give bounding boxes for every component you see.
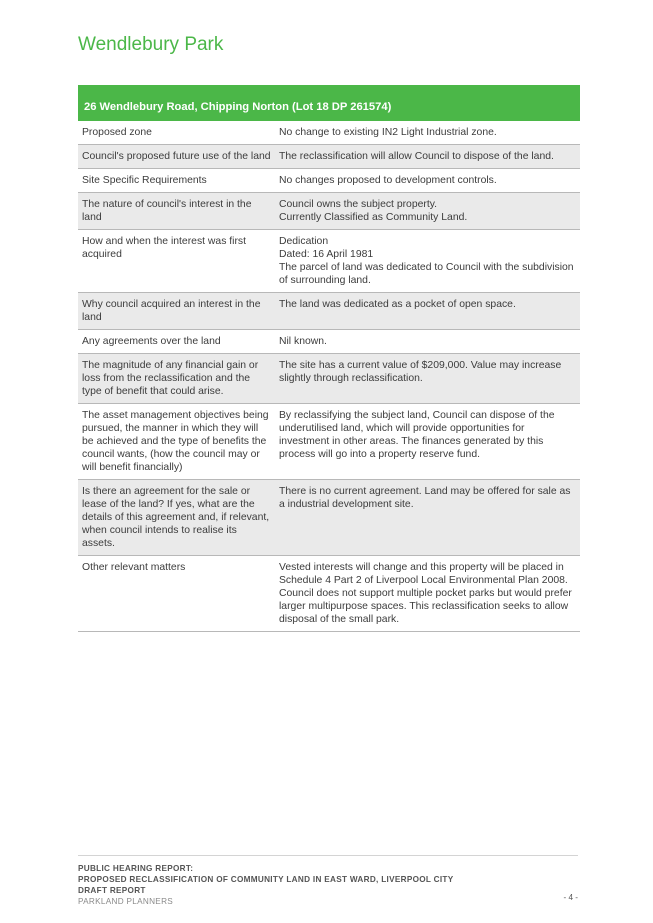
row-value: Vested interests will change and this property will be placed in Schedule 4 Part 2 of Liverpool Local Environmental Plan 2008. Council does not support multiple pocket parks but would prefer larger multipurpose spaces. This reclassification seeks to allow disposal of the small park. — [279, 562, 572, 625]
table-row — [78, 556, 580, 632]
row-value: No change to existing IN2 Light Industrial zone. — [279, 127, 497, 138]
row-label: Any agreements over the land — [82, 336, 221, 347]
page-title: Wendlebury Park — [78, 34, 224, 55]
footer-firm-name: PARKLAND PLANNERS — [78, 897, 174, 906]
footer-report-type: PUBLIC HEARING REPORT: — [78, 864, 194, 873]
table-row — [78, 169, 580, 193]
row-label: The magnitude of any financial gain or loss from the reclassification and the type of benefit that could arise. — [82, 360, 259, 397]
table-row — [78, 330, 580, 354]
row-label: Site Specific Requirements — [82, 175, 207, 186]
row-value: Nil known. — [279, 336, 327, 347]
table-row — [78, 193, 580, 230]
property-details-table — [78, 85, 580, 632]
page-number: - 4 - — [563, 893, 578, 902]
row-value: Council owns the subject property. Currently Classified as Community Land. — [279, 199, 468, 223]
row-label: Proposed zone — [82, 127, 152, 138]
table-row — [78, 145, 580, 169]
row-label: The asset management objectives being pursued, the manner in which they will be achieved and the type of benefits the council wants, (how the council may or will benefit financially) — [82, 410, 269, 473]
row-label: Why council acquired an interest in the land — [82, 299, 261, 323]
table-row — [78, 480, 580, 556]
table-header: 26 Wendlebury Road, Chipping Norton (Lot 18 DP 261574) — [78, 85, 580, 121]
row-value: There is no current agreement. Land may be offered for sale as a industrial development site. — [279, 486, 571, 510]
row-label: Is there an agreement for the sale or lease of the land? If yes, what are the details of this agreement and, if relevant, when council intends to realise its assets. — [82, 486, 270, 549]
table-row — [78, 121, 580, 145]
row-label: Council's proposed future use of the land — [82, 151, 271, 162]
row-value: No changes proposed to development controls. — [279, 175, 497, 186]
row-value: Dedication Dated: 16 April 1981 The parcel of land was dedicated to Council with the subdivision of surrounding land. — [279, 236, 574, 286]
page-footer — [78, 855, 578, 907]
row-value: By reclassifying the subject land, Council can dispose of the underutilised land, which will provide opportunities for investment in other areas. The finances generated by this process will go into a property reserve fund. — [279, 410, 555, 460]
row-label: The nature of council's interest in the land — [82, 199, 252, 223]
table-row — [78, 230, 580, 293]
row-label: How and when the interest was first acquired — [82, 236, 247, 260]
footer-report-title: PROPOSED RECLASSIFICATION OF COMMUNITY LAND IN EAST WARD, LIVERPOOL CITY — [78, 875, 454, 884]
table-row — [78, 293, 580, 330]
table-row — [78, 354, 580, 404]
row-value: The site has a current value of $209,000. Value may increase slightly through reclassification. — [279, 360, 562, 384]
table-row — [78, 404, 580, 480]
row-value: The land was dedicated as a pocket of open space. — [279, 299, 516, 310]
row-value: The reclassification will allow Council to dispose of the land. — [279, 151, 554, 162]
footer-draft-label: DRAFT REPORT — [78, 886, 146, 895]
row-label: Other relevant matters — [82, 562, 186, 573]
